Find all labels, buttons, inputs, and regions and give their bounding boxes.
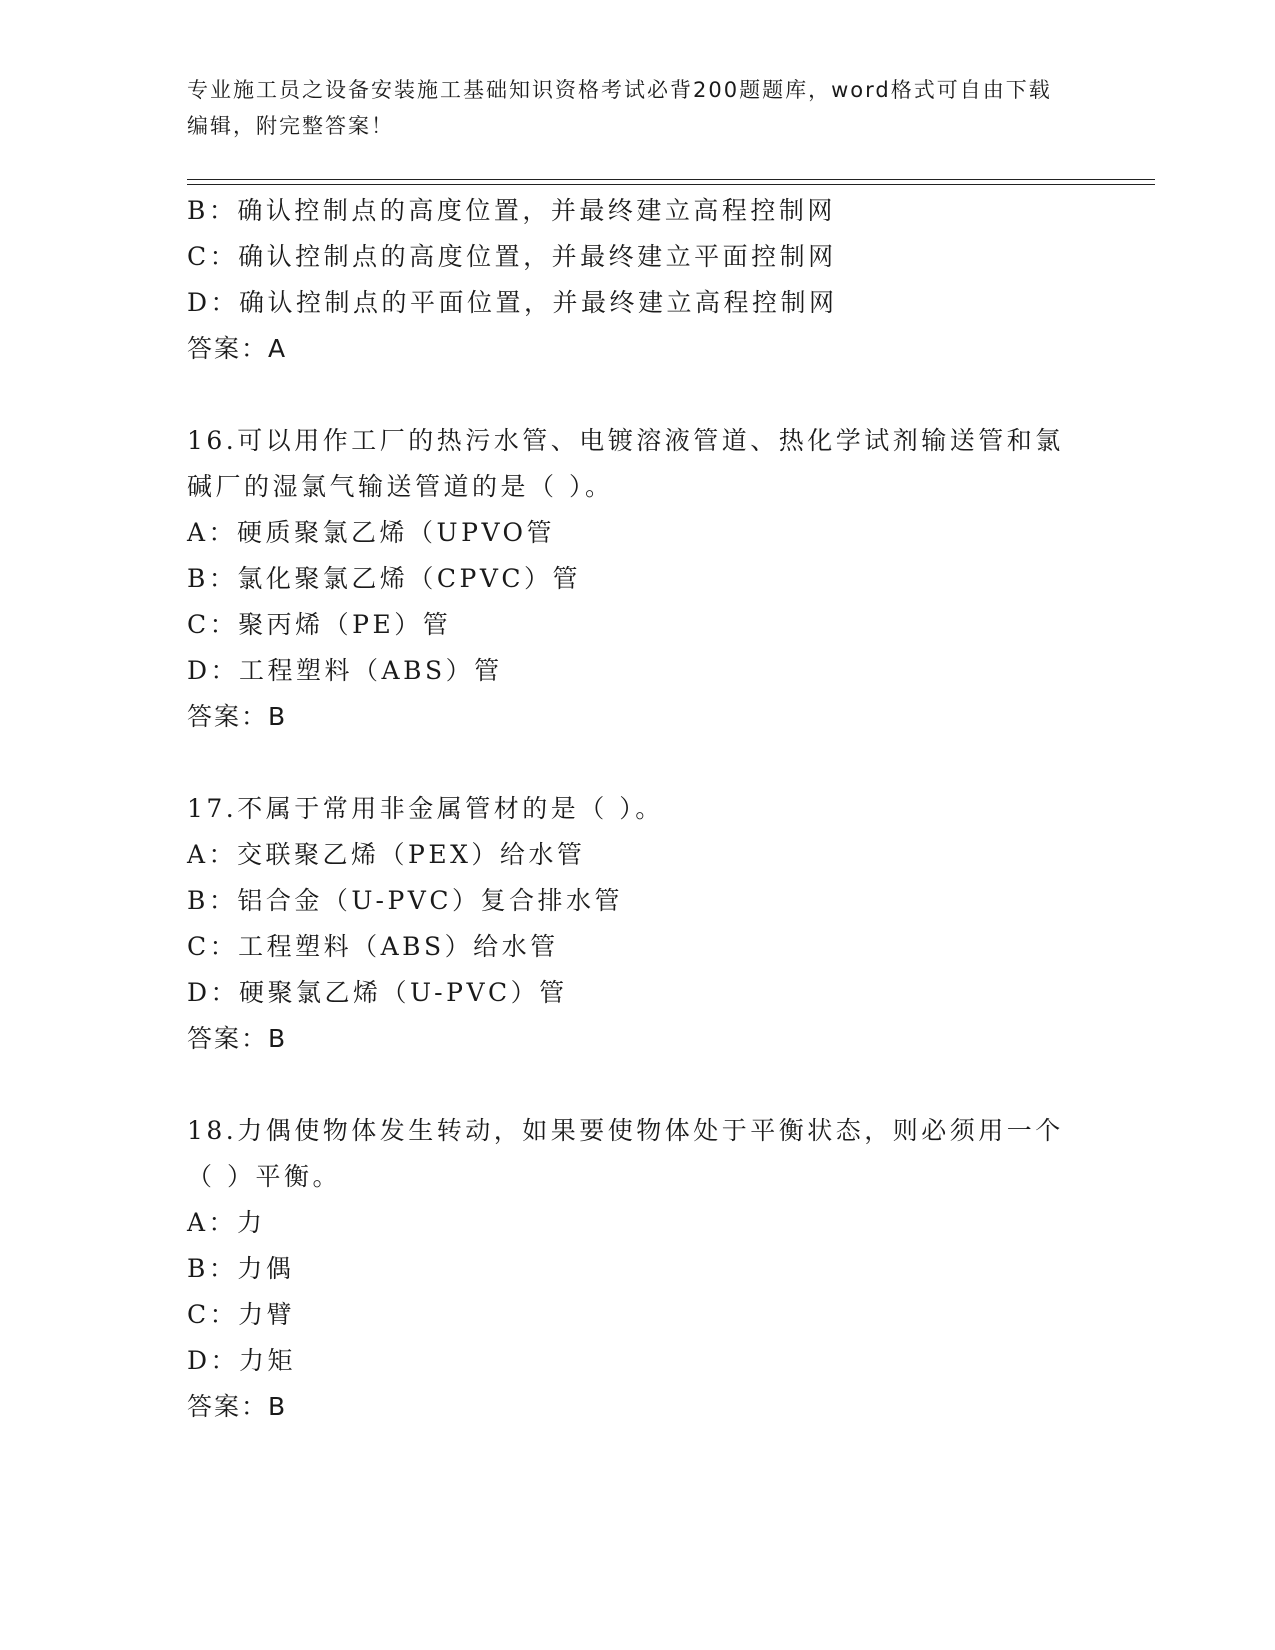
option-d: D：确认控制点的平面位置，并最终建立高程控制网: [187, 288, 838, 317]
option-b: B：氯化聚氯乙烯（CPVC）管: [187, 564, 582, 593]
option-c: C：力臂: [187, 1300, 296, 1329]
answer: 答案：B: [187, 1392, 288, 1421]
option-a: A：力: [187, 1208, 266, 1237]
question-17: [187, 786, 1087, 1062]
option-b: B：确认控制点的高度位置，并最终建立高程控制网: [187, 196, 836, 225]
answer: 答案：A: [187, 334, 288, 363]
answer: 答案：B: [187, 702, 288, 731]
question-text-continued: （ ）平衡。: [187, 1162, 341, 1191]
header-rule-bottom: [187, 184, 1155, 185]
question-text-continued: 碱厂的湿氯气输送管道的是（ ）。: [187, 472, 614, 501]
question-18: [187, 1108, 1087, 1430]
answer: 答案：B: [187, 1024, 288, 1053]
option-d: D：力矩: [187, 1346, 297, 1375]
option-a: A：硬质聚氯乙烯（UPVO管: [187, 518, 556, 547]
document-header: 专业施工员之设备安装施工基础知识资格考试必背200题题库，word格式可自由下载编辑，附完整答案！: [187, 78, 1052, 138]
option-b: B：力偶: [187, 1254, 295, 1283]
option-d: D：工程塑料（ABS）管: [187, 656, 503, 685]
document-content: [187, 188, 1087, 1430]
option-d: D：硬聚氯乙烯（U-PVC）管: [187, 978, 568, 1007]
question-text: 16.可以用作工厂的热污水管、电镀溶液管道、热化学试剂输送管和氯: [187, 426, 1064, 455]
question-text: 18.力偶使物体发生转动，如果要使物体处于平衡状态，则必须用一个: [187, 1116, 1064, 1145]
option-c: C：确认控制点的高度位置，并最终建立平面控制网: [187, 242, 837, 271]
option-a: A：交联聚乙烯（PEX）给水管: [187, 840, 586, 869]
question-15-continued: [187, 188, 1087, 372]
option-c: C：聚丙烯（PE）管: [187, 610, 452, 639]
option-b: B：铝合金（U-PVC）复合排水管: [187, 886, 623, 915]
question-16: [187, 418, 1087, 740]
option-c: C：工程塑料（ABS）给水管: [187, 932, 559, 961]
header-rule-top: [187, 179, 1155, 180]
question-text: 17.不属于常用非金属管材的是（ ）。: [187, 794, 664, 823]
